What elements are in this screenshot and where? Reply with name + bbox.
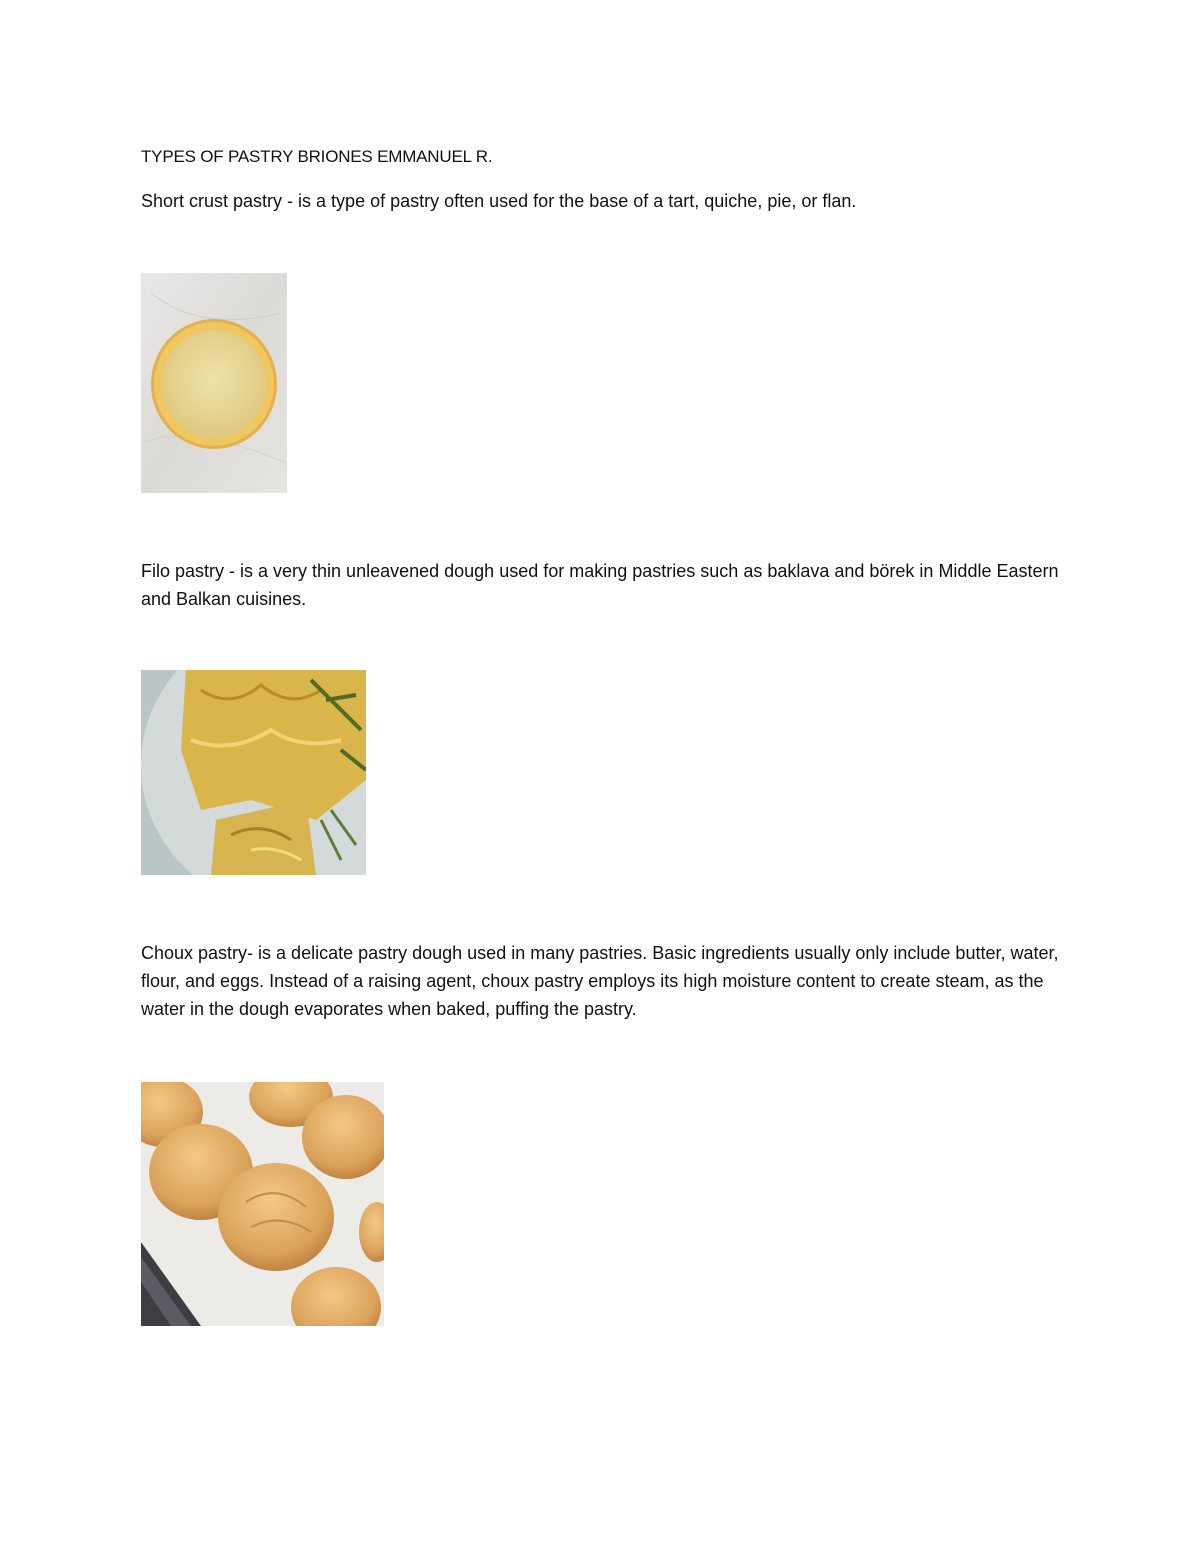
filo-pie-photo — [141, 670, 366, 875]
filo-paragraph: Filo pastry - is a very thin unleavened dough used for making pastries such as baklava and börek in Middle Eastern and Balkan cuisines. — [141, 561, 1059, 609]
short-crust-paragraph: Short crust pastry - is a type of pastry often used for the base of a tart, quiche, pie, or flan. — [141, 191, 857, 211]
tart-shell-photo — [141, 273, 287, 493]
choux-paragraph: Choux pastry- is a delicate pastry dough used in many pastries. Basic ingredients usually only include butter, water, flour, and eggs. Instead of a raising agent, choux pastry employs its high moisture content to create steam, as the water in the dough evaporates when baked, puffing the pastry. — [141, 943, 1059, 1019]
cream-puffs-photo — [141, 1082, 384, 1326]
document-title: TYPES OF PASTRY BRIONES EMMANUEL R. — [141, 147, 493, 166]
